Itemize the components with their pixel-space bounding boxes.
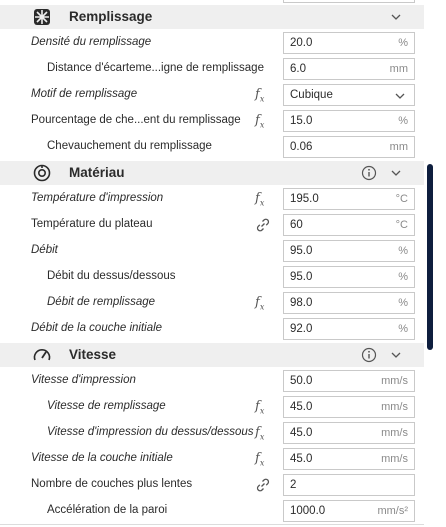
field-unit: mm bbox=[389, 141, 408, 153]
setting-row bbox=[0, 394, 424, 420]
infill-density-input[interactable] bbox=[283, 32, 415, 54]
setting-row bbox=[0, 264, 424, 290]
function-icon[interactable]: $f_x$ bbox=[255, 295, 265, 312]
field-unit: °C bbox=[395, 193, 408, 205]
setting-label: Vitesse d'impression bbox=[31, 374, 136, 386]
field-value: 92.0 bbox=[290, 323, 313, 335]
setting-label: Densité du remplissage bbox=[31, 36, 152, 48]
field-unit: % bbox=[398, 37, 408, 49]
setting-label: Vitesse de remplissage bbox=[47, 400, 166, 412]
section-title: Vitesse bbox=[69, 347, 117, 362]
setting-row bbox=[0, 56, 424, 82]
link-icon[interactable] bbox=[255, 477, 271, 493]
material-spool-icon bbox=[32, 164, 52, 182]
setting-label: Température du plateau bbox=[31, 218, 153, 230]
print-speed-input[interactable] bbox=[283, 370, 415, 392]
infill-flow-input[interactable] bbox=[283, 292, 415, 314]
field-value: 15.0 bbox=[290, 115, 313, 127]
section-header-materiau[interactable] bbox=[0, 161, 424, 185]
setting-row bbox=[0, 238, 424, 264]
function-icon[interactable]: $f_x$ bbox=[255, 399, 265, 416]
initial-layer-speed-input[interactable] bbox=[283, 448, 415, 470]
info-icon[interactable] bbox=[361, 347, 377, 363]
infill-overlap-input[interactable] bbox=[283, 136, 415, 158]
setting-label: Débit du dessus/dessous bbox=[47, 270, 176, 282]
field-value: 50.0 bbox=[290, 375, 313, 387]
top-bottom-flow-input[interactable] bbox=[283, 266, 415, 288]
vertical-scrollbar[interactable] bbox=[427, 164, 433, 350]
section-header-vitesse[interactable] bbox=[0, 343, 424, 367]
slower-layers-count-input[interactable] bbox=[283, 474, 415, 496]
field-unit: mm/s bbox=[381, 427, 408, 439]
infill-line-distance-input[interactable] bbox=[283, 58, 415, 80]
field-value: 98.0 bbox=[290, 297, 313, 309]
print-temperature-input[interactable] bbox=[283, 188, 415, 210]
section-header-remplissage[interactable] bbox=[0, 5, 424, 29]
setting-label: Vitesse d'impression du dessus/dessous bbox=[47, 426, 254, 438]
field-value: 195.0 bbox=[290, 193, 319, 205]
function-icon[interactable]: $f_x$ bbox=[255, 451, 265, 468]
setting-label: Température d'impression bbox=[31, 192, 164, 204]
setting-label: Pourcentage de che...ent du remplissage bbox=[31, 114, 241, 126]
field-value: 1000.0 bbox=[290, 505, 326, 517]
chevron-down-icon bbox=[394, 90, 406, 102]
setting-row bbox=[0, 290, 424, 316]
field-unit: mm/s bbox=[381, 375, 408, 387]
field-value: 20.0 bbox=[290, 37, 313, 49]
initial-layer-flow-input[interactable] bbox=[283, 318, 415, 340]
setting-row bbox=[0, 498, 424, 524]
field-value: 95.0 bbox=[290, 245, 313, 257]
setting-label: Accélération de la paroi bbox=[47, 504, 168, 516]
setting-row bbox=[0, 108, 424, 134]
setting-label: Distance d'écarteme...igne de remplissage bbox=[47, 62, 264, 74]
link-icon[interactable] bbox=[255, 217, 271, 233]
field-value: 0.06 bbox=[290, 141, 313, 153]
setting-label: Chevauchement du remplissage bbox=[47, 140, 212, 152]
field-unit: mm/s bbox=[381, 401, 408, 413]
field-value: 60 bbox=[290, 219, 303, 231]
setting-label: Vitesse de la couche initiale bbox=[31, 452, 173, 464]
chevron-down-icon[interactable] bbox=[390, 349, 402, 361]
wall-acceleration-input[interactable] bbox=[283, 500, 415, 522]
function-icon[interactable]: $f_x$ bbox=[255, 87, 265, 104]
infill-speed-input[interactable] bbox=[283, 396, 415, 418]
speed-gauge-icon bbox=[32, 346, 52, 364]
setting-row bbox=[0, 212, 424, 238]
setting-row bbox=[0, 472, 424, 498]
setting-label: Débit bbox=[31, 244, 58, 256]
setting-label: Nombre de couches plus lentes bbox=[31, 478, 193, 490]
setting-label: Débit de la couche initiale bbox=[31, 322, 163, 334]
setting-row bbox=[0, 82, 424, 108]
field-unit: mm bbox=[389, 63, 408, 75]
field-value: 95.0 bbox=[290, 271, 313, 283]
field-value: 6.0 bbox=[290, 63, 306, 75]
section-title: Matériau bbox=[69, 165, 125, 180]
setting-row bbox=[0, 134, 424, 160]
setting-label: Motif de remplissage bbox=[31, 88, 138, 100]
setting-row bbox=[0, 368, 424, 394]
field-unit: % bbox=[398, 297, 408, 309]
field-unit: % bbox=[398, 323, 408, 335]
field-value: Cubique bbox=[290, 89, 333, 101]
field-unit: % bbox=[398, 271, 408, 283]
flow-input[interactable] bbox=[283, 240, 415, 262]
infill-pattern-icon bbox=[32, 8, 52, 26]
infill-pattern-select[interactable] bbox=[283, 84, 415, 106]
setting-row bbox=[0, 420, 424, 446]
function-icon[interactable]: $f_x$ bbox=[255, 191, 265, 208]
function-icon[interactable]: $f_x$ bbox=[255, 113, 265, 130]
field-value: 45.0 bbox=[290, 427, 313, 439]
top-bottom-speed-input[interactable] bbox=[283, 422, 415, 444]
section-title: Remplissage bbox=[69, 9, 153, 24]
field-unit: % bbox=[398, 115, 408, 127]
chevron-down-icon[interactable] bbox=[390, 167, 402, 179]
field-value: 45.0 bbox=[290, 453, 313, 465]
chevron-down-icon[interactable] bbox=[390, 11, 402, 23]
field-unit: % bbox=[398, 245, 408, 257]
infill-overlap-percentage-input[interactable] bbox=[283, 110, 415, 132]
field-value: 2 bbox=[290, 479, 297, 491]
field-unit: °C bbox=[395, 219, 408, 231]
bed-temperature-input[interactable] bbox=[283, 214, 415, 236]
field-value: 45.0 bbox=[290, 401, 313, 413]
setting-row bbox=[0, 30, 424, 56]
setting-row bbox=[0, 186, 424, 212]
field-unit: mm/s² bbox=[377, 505, 408, 517]
previous-field-stub bbox=[283, 0, 415, 3]
setting-row bbox=[0, 316, 424, 342]
setting-row bbox=[0, 446, 424, 472]
info-icon[interactable] bbox=[361, 165, 377, 181]
function-icon[interactable]: $f_x$ bbox=[255, 425, 265, 442]
field-unit: mm/s bbox=[381, 453, 408, 465]
setting-label: Débit de remplissage bbox=[47, 296, 156, 308]
